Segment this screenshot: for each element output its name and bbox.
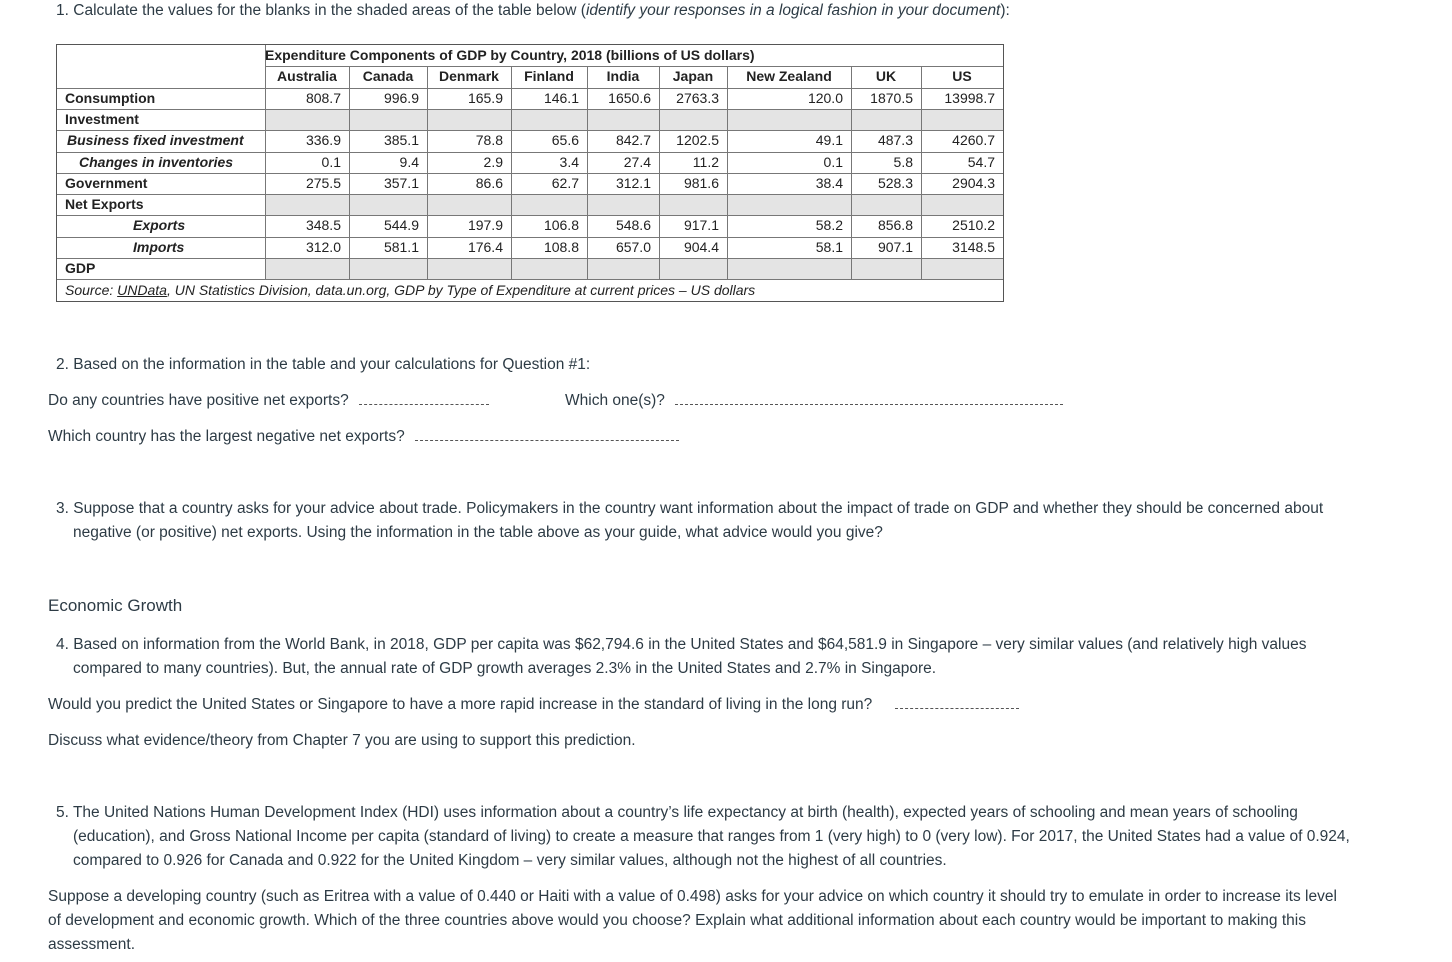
row-label-investment: Investment bbox=[65, 110, 139, 127]
answer-cell[interactable] bbox=[511, 109, 579, 130]
table-source bbox=[65, 280, 755, 301]
q2-line1-text: Do any countries have positive net exports? bbox=[48, 392, 349, 409]
table-cell: 3148.5 bbox=[952, 238, 995, 255]
question-4-predict bbox=[48, 693, 1019, 717]
source-link-undata[interactable]: UNData bbox=[117, 281, 167, 298]
answer-cell[interactable] bbox=[851, 109, 913, 130]
table-cell: 65.6 bbox=[551, 132, 579, 149]
column-header-japan: Japan bbox=[672, 68, 714, 85]
question-5-line2: (education), and Gross National Income per capita (standard of living) to create a measure that ranges from 1 (very high) to 0 (very low). For 2017, the United States had a value of 0.924, bbox=[73, 828, 1350, 845]
answer-cell[interactable] bbox=[851, 194, 913, 215]
table-cell: 0.1 bbox=[321, 153, 341, 170]
column-header-uk: UK bbox=[875, 68, 897, 85]
answer-cell[interactable] bbox=[921, 194, 995, 215]
question-2-largest-negative bbox=[48, 425, 679, 449]
question-5-para-line2: of development and economic growth. Which of the three countries above would you choose? Explain what additional information about each country would be important to making this bbox=[48, 912, 1306, 929]
gdp-expenditure-table bbox=[56, 44, 1004, 302]
table-cell: 58.2 bbox=[815, 217, 843, 234]
answer-blank-largest-negative[interactable] bbox=[415, 439, 679, 441]
row-label-net-exports: Net Exports bbox=[65, 196, 144, 213]
answer-cell[interactable] bbox=[921, 258, 995, 279]
answer-cell[interactable] bbox=[921, 109, 995, 130]
table-cell: 657.0 bbox=[615, 238, 651, 255]
answer-blank-predict[interactable] bbox=[895, 707, 1019, 709]
row-label-exports: Exports bbox=[133, 217, 186, 234]
table-cell: 856.8 bbox=[877, 217, 913, 234]
column-header-us: US bbox=[952, 68, 972, 85]
table-cell: 27.4 bbox=[623, 153, 651, 170]
q2-line2-text: Which country has the largest negative net exports? bbox=[48, 428, 405, 445]
table-cell: 2763.3 bbox=[676, 89, 719, 106]
question-2-intro: 2. Based on the information in the table and your calculations for Question #1: bbox=[56, 356, 591, 373]
answer-cell[interactable] bbox=[659, 194, 719, 215]
table-cell: 11.2 bbox=[692, 153, 719, 170]
column-header-finland: Finland bbox=[524, 68, 574, 85]
table-cell: 336.9 bbox=[305, 132, 341, 149]
table-cell: 548.6 bbox=[615, 217, 651, 234]
row-label-business-fixed-investment: Business fixed investment bbox=[67, 132, 244, 149]
question-4-line2: compared to many countries). But, the annual rate of GDP growth averages 2.3% in the United States and 2.7% in Singapore. bbox=[73, 660, 937, 677]
table-cell: 348.5 bbox=[305, 217, 341, 234]
answer-cell[interactable] bbox=[511, 258, 579, 279]
question-4-discuss: Discuss what evidence/theory from Chapter 7 you are using to support this prediction. bbox=[48, 732, 636, 749]
q1-text-post: ): bbox=[1000, 2, 1010, 19]
answer-cell[interactable] bbox=[427, 258, 503, 279]
table-cell: 49.1 bbox=[815, 132, 843, 149]
source-prefix: Source: bbox=[65, 281, 118, 298]
answer-cell[interactable] bbox=[427, 194, 503, 215]
q1-text-main: Calculate the values for the blanks in the shaded areas of the table below ( bbox=[73, 2, 586, 19]
table-cell: 1650.6 bbox=[608, 89, 651, 106]
row-label-gdp: GDP bbox=[65, 260, 96, 276]
answer-cell[interactable] bbox=[349, 109, 419, 130]
answer-cell[interactable] bbox=[511, 194, 579, 215]
column-header-denmark: Denmark bbox=[439, 68, 499, 85]
table-cell: 146.1 bbox=[543, 89, 579, 106]
table-cell: 176.4 bbox=[467, 238, 503, 255]
q1-text-pre: 1. bbox=[56, 2, 69, 19]
row-label-changes-in-inventories: Changes in inventories bbox=[79, 153, 234, 170]
table-cell: 62.7 bbox=[551, 174, 579, 191]
table-cell: 165.9 bbox=[467, 89, 503, 106]
table-cell: 842.7 bbox=[615, 132, 651, 149]
answer-cell[interactable] bbox=[349, 258, 419, 279]
table-cell: 275.5 bbox=[305, 174, 341, 191]
table-cell: 904.4 bbox=[683, 238, 719, 255]
table-cell: 86.6 bbox=[475, 174, 503, 191]
answer-cell[interactable] bbox=[587, 258, 651, 279]
table-cell: 2.9 bbox=[483, 153, 503, 170]
table-cell: 0.1 bbox=[823, 153, 843, 170]
question-4-line1: 4. Based on information from the World Bank, in 2018, GDP per capita was $62,794.6 in the United States and $64,581.9 in Singapore – very similar values (and relatively high values bbox=[56, 636, 1307, 653]
question-2-positive-net-exports bbox=[48, 389, 489, 413]
table-cell: 385.1 bbox=[383, 132, 419, 149]
table-cell: 54.7 bbox=[967, 153, 995, 170]
answer-cell[interactable] bbox=[727, 194, 843, 215]
answer-blank-which-ones[interactable] bbox=[675, 403, 1063, 405]
answer-cell[interactable] bbox=[727, 109, 843, 130]
table-cell: 78.8 bbox=[475, 132, 503, 149]
table-cell: 3.4 bbox=[559, 153, 579, 170]
answer-cell[interactable] bbox=[659, 258, 719, 279]
table-cell: 808.7 bbox=[305, 89, 341, 106]
source-rest: , UN Statistics Division, data.un.org, GDP by Type of Expenditure at current prices – US dollars bbox=[166, 281, 756, 298]
table-cell: 907.1 bbox=[877, 238, 913, 255]
answer-cell[interactable] bbox=[265, 258, 341, 279]
table-cell: 120.0 bbox=[807, 89, 843, 106]
table-cell: 106.8 bbox=[543, 217, 579, 234]
table-cell: 981.6 bbox=[683, 174, 719, 191]
table-cell: 312.0 bbox=[305, 238, 341, 255]
answer-cell[interactable] bbox=[349, 194, 419, 215]
answer-cell[interactable] bbox=[851, 258, 913, 279]
answer-cell[interactable] bbox=[427, 109, 503, 130]
table-cell: 4260.7 bbox=[952, 132, 995, 149]
table-cell: 1870.5 bbox=[870, 89, 913, 106]
question-5-line3: compared to 0.926 for Canada and 0.922 for the United Kingdom – very similar values, although not the highest of all countries. bbox=[73, 852, 947, 869]
question-3-line1: 3. Suppose that a country asks for your advice about trade. Policymakers in the country want information about the impact of trade on GDP and whether they should be concerned about bbox=[56, 500, 1324, 517]
answer-cell[interactable] bbox=[265, 109, 341, 130]
table-cell: 312.1 bbox=[615, 174, 651, 191]
table-cell: 917.1 bbox=[683, 217, 719, 234]
q1-text-italic: identify your responses in a logical fashion in your document bbox=[585, 2, 1001, 19]
row-label-imports: Imports bbox=[133, 238, 185, 255]
table-cell: 1202.5 bbox=[676, 132, 719, 149]
q4-predict-text: Would you predict the United States or Singapore to have a more rapid increase in the standard of living in the long run? bbox=[48, 696, 873, 713]
question-1-prompt bbox=[56, 0, 1010, 23]
answer-cell[interactable] bbox=[587, 194, 651, 215]
answer-cell[interactable] bbox=[587, 109, 651, 130]
table-cell: 2510.2 bbox=[952, 217, 995, 234]
table-cell: 2904.3 bbox=[952, 174, 995, 191]
table-title: Expenditure Components of GDP by Country, 2018 (billions of US dollars) bbox=[265, 47, 755, 63]
question-3-line2: negative (or positive) net exports. Using the information in the table above as your guide, what advice would you give? bbox=[73, 524, 883, 541]
row-label-government: Government bbox=[65, 174, 148, 191]
table-cell: 487.3 bbox=[877, 132, 913, 149]
answer-cell[interactable] bbox=[727, 258, 843, 279]
table-cell: 528.3 bbox=[877, 174, 913, 191]
question-5-para-line3: assessment. bbox=[48, 936, 136, 953]
table-cell: 9.4 bbox=[399, 153, 419, 170]
answer-cell[interactable] bbox=[265, 194, 341, 215]
table-cell: 38.4 bbox=[815, 174, 843, 191]
question-5-line1: 5. The United Nations Human Development Index (HDI) uses information about a country’s life expectancy at birth (health), expected years of schooling and mean years of schooling bbox=[56, 804, 1298, 821]
column-header-australia: Australia bbox=[277, 68, 337, 85]
column-header-new-zealand: New Zealand bbox=[746, 68, 832, 85]
row-label-consumption: Consumption bbox=[65, 89, 156, 106]
table-cell: 5.8 bbox=[893, 153, 913, 170]
answer-cell[interactable] bbox=[659, 109, 719, 130]
table-cell: 357.1 bbox=[383, 174, 419, 191]
table-cell: 108.8 bbox=[543, 238, 579, 255]
q2-line1b-text: Which one(s)? bbox=[565, 392, 665, 409]
section-heading-economic-growth: Economic Growth bbox=[48, 596, 183, 615]
table-cell: 581.1 bbox=[383, 238, 419, 255]
column-header-india: India bbox=[606, 68, 640, 85]
column-header-canada: Canada bbox=[362, 68, 414, 85]
table-cell: 996.9 bbox=[383, 89, 419, 106]
question-2-which-ones bbox=[565, 389, 1063, 413]
question-5-para-line1: Suppose a developing country (such as Eritrea with a value of 0.440 or Haiti with a value of 0.498) asks for your advice on which country it should try to emulate in order to increase its level bbox=[48, 888, 1337, 905]
table-cell: 13998.7 bbox=[944, 89, 995, 106]
table-cell: 58.1 bbox=[815, 238, 843, 255]
table-cell: 197.9 bbox=[467, 217, 503, 234]
table-cell: 544.9 bbox=[383, 217, 419, 234]
answer-blank-positive[interactable] bbox=[359, 403, 489, 405]
